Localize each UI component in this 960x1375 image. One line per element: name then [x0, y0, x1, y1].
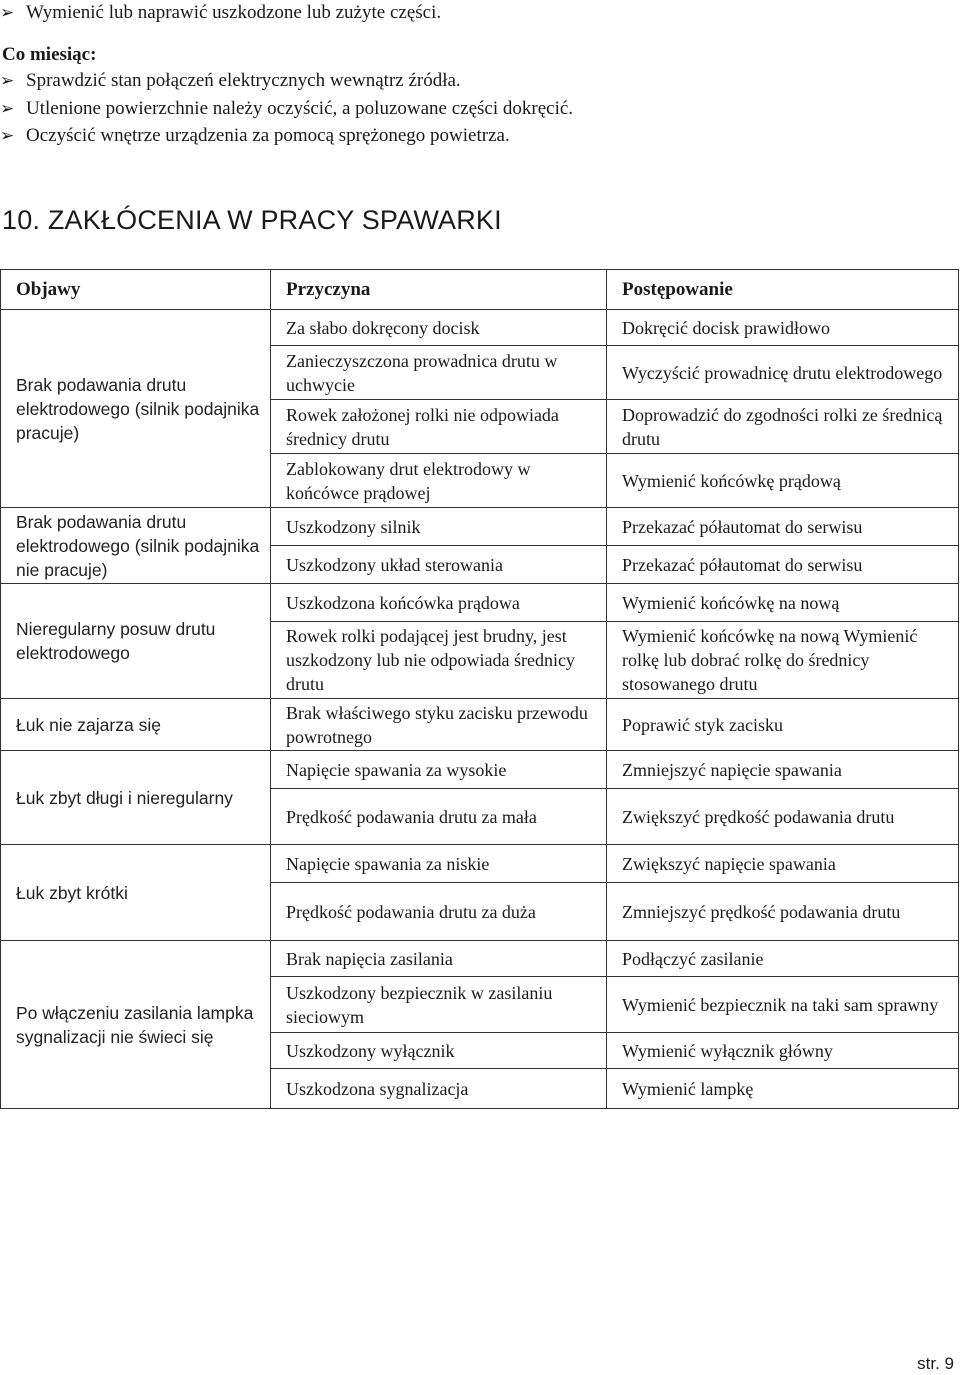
- action-cell: Wymienić końcówkę na nową: [607, 584, 959, 622]
- symptom-cell: Łuk nie zajarza się: [1, 699, 271, 751]
- symptom-cell: Łuk zbyt długi i nieregularny: [1, 751, 271, 845]
- column-header-symptoms: Objawy: [1, 270, 271, 310]
- table-row: [1, 941, 959, 977]
- cause-cell: Za słabo dokręcony docisk: [271, 310, 607, 346]
- action-cell: Doprowadzić do zgodności rolki ze średnicą drutu: [607, 400, 959, 454]
- section-title: 10. ZAKŁÓCENIA W PRACY SPAWARKI: [2, 205, 502, 235]
- action-cell: Podłączyć zasilanie: [607, 941, 959, 977]
- cause-cell: Uszkodzony silnik: [271, 508, 607, 546]
- arrow-bullet-icon: ➢: [0, 3, 15, 22]
- column-header-action: Postępowanie: [607, 270, 959, 310]
- action-cell: Zwiększyć napięcie spawania: [607, 845, 959, 883]
- table-row: [1, 584, 959, 622]
- table-header-row: [1, 270, 959, 310]
- cause-cell: Prędkość podawania drutu za duża: [271, 883, 607, 941]
- table-row: [1, 845, 959, 883]
- action-cell: Wyczyścić prowadnicę drutu elektrodowego: [607, 346, 959, 400]
- arrow-bullet-icon: ➢: [0, 126, 15, 145]
- action-cell: Przekazać półautomat do serwisu: [607, 546, 959, 584]
- arrow-bullet-icon: ➢: [0, 71, 15, 90]
- symptom-cell: Nieregularny posuw drutu elektrodowego: [1, 584, 271, 699]
- cause-cell: Uszkodzony układ sterowania: [271, 546, 607, 584]
- fault-table: [0, 269, 959, 1109]
- action-cell: Przekazać półautomat do serwisu: [607, 508, 959, 546]
- cause-cell: Napięcie spawania za wysokie: [271, 751, 607, 789]
- column-header-cause: Przyczyna: [271, 270, 607, 310]
- table-row: [1, 751, 959, 789]
- action-cell: Wymienić końcówkę prądową: [607, 454, 959, 508]
- cause-cell: Uszkodzony wyłącznik: [271, 1033, 607, 1069]
- monthly-heading: Co miesiąc:: [2, 44, 97, 65]
- cause-cell: Brak właściwego styku zacisku przewodu powrotnego: [271, 699, 607, 751]
- table-row: [1, 310, 959, 346]
- symptom-cell: Po włączeniu zasilania lampka sygnalizacji nie świeci się: [1, 941, 271, 1109]
- cause-cell: Uszkodzona sygnalizacja: [271, 1069, 607, 1109]
- cause-cell: Rowek założonej rolki nie odpowiada średnicy drutu: [271, 400, 607, 454]
- symptom-cell: Brak podawania drutu elektrodowego (silnik podajnika nie pracuje): [1, 508, 271, 584]
- action-cell: Wymienić bezpiecznik na taki sam sprawny: [607, 977, 959, 1033]
- cause-cell: Zablokowany drut elektrodowy w końcówce prądowej: [271, 454, 607, 508]
- cause-cell: Brak napięcia zasilania: [271, 941, 607, 977]
- action-cell: Wymienić końcówkę na nową Wymienić rolkę lub dobrać rolkę do średnicy stosowanego drutu: [607, 622, 959, 699]
- action-cell: Poprawić styk zacisku: [607, 699, 959, 751]
- arrow-bullet-icon: ➢: [0, 99, 15, 118]
- page-number: str. 9: [917, 1354, 954, 1373]
- action-cell: Zmniejszyć prędkość podawania drutu: [607, 883, 959, 941]
- cause-cell: Prędkość podawania drutu za mała: [271, 789, 607, 845]
- table-row: [1, 699, 959, 751]
- action-cell: Wymienić lampkę: [607, 1069, 959, 1109]
- action-cell: Zwiększyć prędkość podawania drutu: [607, 789, 959, 845]
- action-cell: Wymienić wyłącznik główny: [607, 1033, 959, 1069]
- symptom-cell: Brak podawania drutu elektrodowego (silnik podajnika pracuje): [1, 310, 271, 508]
- cause-cell: Uszkodzony bezpiecznik w zasilaniu sieciowym: [271, 977, 607, 1033]
- table-row: [1, 508, 959, 546]
- cause-cell: Zanieczyszczona prowadnica drutu w uchwycie: [271, 346, 607, 400]
- symptom-cell: Łuk zbyt krótki: [1, 845, 271, 941]
- cause-cell: Uszkodzona końcówka prądowa: [271, 584, 607, 622]
- cause-cell: Napięcie spawania za niskie: [271, 845, 607, 883]
- cause-cell: Rowek rolki podającej jest brudny, jest uszkodzony lub nie odpowiada średnicy drutu: [271, 622, 607, 699]
- action-cell: Zmniejszyć napięcie spawania: [607, 751, 959, 789]
- action-cell: Dokręcić docisk prawidłowo: [607, 310, 959, 346]
